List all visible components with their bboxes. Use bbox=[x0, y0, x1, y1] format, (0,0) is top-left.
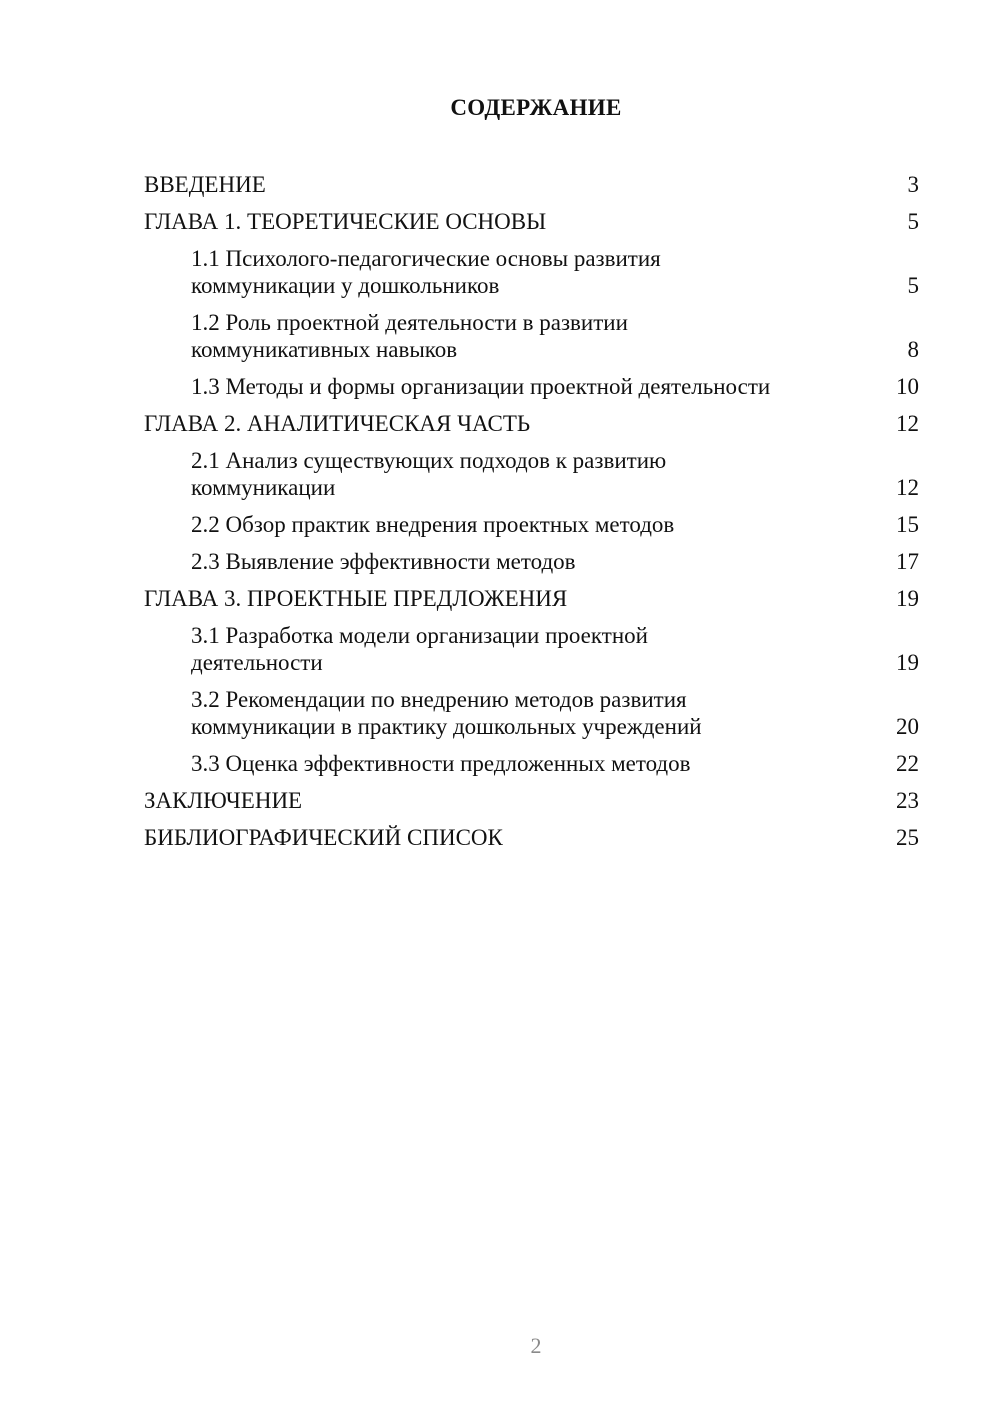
toc-entry-page: 19 bbox=[896, 586, 919, 611]
toc-entry-page: 3 bbox=[907, 172, 919, 197]
toc-entry-section-2-2[interactable] bbox=[144, 506, 919, 543]
toc-entry-page: 12 bbox=[896, 475, 919, 500]
toc-entry-title: 3.2 Рекомендации по внедрению методов развития коммуникации в практику дошкольных учреждений bbox=[191, 687, 702, 739]
toc-entry-title: ГЛАВА 2. АНАЛИТИЧЕСКАЯ ЧАСТЬ bbox=[144, 411, 531, 436]
toc-entry-title: ВВЕДЕНИЕ bbox=[144, 172, 266, 197]
toc-entry-title: 3.1 Разработка модели организации проектной деятельности bbox=[191, 623, 648, 675]
toc-entry-page: 12 bbox=[896, 411, 919, 436]
toc-entry-chapter-2[interactable] bbox=[144, 405, 919, 442]
page-number: 2 bbox=[530, 1333, 542, 1358]
toc-entry-title: 2.1 Анализ существующих подходов к развитию коммуникации bbox=[191, 448, 667, 500]
toc-entry-title: 1.2 Роль проектной деятельности в развитии коммуникативных навыков bbox=[191, 310, 628, 362]
toc-entry-title: 3.3 Оценка эффективности предложенных методов bbox=[191, 751, 691, 776]
toc-entry-page: 23 bbox=[896, 788, 919, 813]
toc-entry-section-2-3[interactable] bbox=[144, 543, 919, 580]
toc-entry-section-1-2[interactable] bbox=[144, 304, 919, 368]
toc-entry-page: 10 bbox=[896, 374, 919, 399]
toc-entry-page: 15 bbox=[896, 512, 919, 537]
toc-entry-section-3-3[interactable] bbox=[144, 745, 919, 782]
toc-entry-page: 17 bbox=[896, 549, 919, 574]
toc-entry-page: 25 bbox=[896, 825, 919, 850]
toc-entry-section-2-1[interactable] bbox=[144, 442, 919, 506]
toc-entry-conclusion[interactable] bbox=[144, 782, 919, 819]
toc-entry-title: 2.3 Выявление эффективности методов bbox=[191, 549, 576, 574]
toc-entry-page: 20 bbox=[896, 714, 919, 739]
page-title: СОДЕРЖАНИЕ bbox=[450, 95, 622, 120]
toc-entry-bibliography[interactable] bbox=[144, 819, 919, 856]
toc-entry-title: ГЛАВА 3. ПРОЕКТНЫЕ ПРЕДЛОЖЕНИЯ bbox=[144, 586, 568, 611]
toc-entry-page: 19 bbox=[896, 650, 919, 675]
toc-entry-title: 1.3 Методы и формы организации проектной деятельности bbox=[191, 374, 771, 399]
toc-entry-page: 8 bbox=[907, 337, 919, 362]
toc-entry-page: 5 bbox=[907, 273, 919, 298]
toc-entry-title: 2.2 Обзор практик внедрения проектных методов bbox=[191, 512, 675, 537]
toc-entry-page: 22 bbox=[896, 751, 919, 776]
toc-entry-section-3-2[interactable] bbox=[144, 681, 919, 745]
toc-entry-page: 5 bbox=[907, 209, 919, 234]
toc-entry-title: ЗАКЛЮЧЕНИЕ bbox=[144, 788, 303, 813]
toc-entry-chapter-1[interactable] bbox=[144, 203, 919, 240]
table-of-contents bbox=[144, 166, 919, 856]
toc-entry-section-1-3[interactable] bbox=[144, 368, 919, 405]
toc-entry-title: 1.1 Психолого-педагогические основы развития коммуникации у дошкольников bbox=[191, 246, 661, 298]
toc-entry-title: БИБЛИОГРАФИЧЕСКИЙ СПИСОК bbox=[144, 825, 503, 850]
toc-entry-section-1-1[interactable] bbox=[144, 240, 919, 304]
toc-entry-title: ГЛАВА 1. ТЕОРЕТИЧЕСКИЕ ОСНОВЫ bbox=[144, 209, 547, 234]
toc-entry-chapter-3[interactable] bbox=[144, 580, 919, 617]
toc-entry-introduction[interactable] bbox=[144, 166, 919, 203]
toc-entry-section-3-1[interactable] bbox=[144, 617, 919, 681]
